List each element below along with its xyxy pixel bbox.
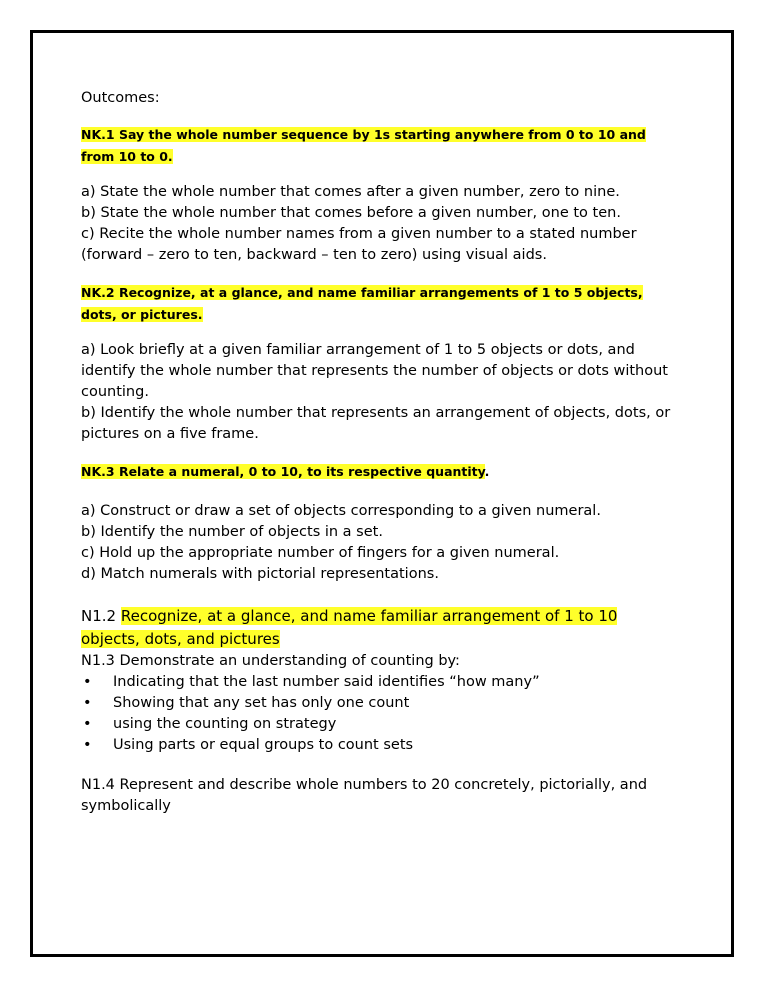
bullet-icon: •: [83, 674, 92, 690]
nk2-item-b: b) Identify the whole number that represents an arrangement of objects, dots, or pictures on a five frame.: [81, 405, 671, 442]
bullet-icon: •: [83, 737, 92, 753]
bullet-icon: •: [83, 716, 92, 732]
document-body: [81, 88, 681, 817]
list-item: [81, 714, 681, 735]
outcome-nk3-title: [81, 461, 681, 483]
outcome-nk1-title: [81, 124, 681, 168]
list-item: [81, 735, 681, 756]
highlight-n12: Recognize, at a glance, and name familiar arrangement of 1 to 10 objects, dots, and pictures: [81, 607, 618, 648]
n13-bullet-list: [81, 672, 681, 756]
nk1-item-c: c) Recite the whole number names from a given number to a stated number (forward – zero to ten, backward – ten to zero) using visual aids.: [81, 226, 637, 263]
n13-bullet-4: Using parts or equal groups to count sets: [113, 737, 414, 753]
list-item: [81, 693, 681, 714]
nk3-item-c: c) Hold up the appropriate number of fingers for a given numeral.: [81, 545, 560, 561]
outcomes-heading: Outcomes:: [81, 90, 160, 106]
outcome-n13-title: N1.3 Demonstrate an understanding of counting by:: [81, 653, 460, 669]
nk3-item-a: a) Construct or draw a set of objects corresponding to a given numeral.: [81, 503, 601, 519]
nk3-item-b: b) Identify the number of objects in a set.: [81, 524, 383, 540]
nk3-item-d: d) Match numerals with pictorial representations.: [81, 566, 439, 582]
highlight-nk3: NK.3 Relate a numeral, 0 to 10, to its respective quantity: [81, 464, 485, 479]
nk2-item-a: a) Look briefly at a given familiar arrangement of 1 to 5 objects or dots, and identify the whole number that represents the number of objects or dots without counting.: [81, 342, 668, 400]
n12-code: N1.2: [81, 607, 121, 625]
nk1-item-b: b) State the whole number that comes before a given number, one to ten.: [81, 205, 621, 221]
n13-bullet-2: Showing that any set has only one count: [113, 695, 410, 711]
outcome-n14-title: N1.4 Represent and describe whole numbers to 20 concretely, pictorially, and symbolically: [81, 777, 648, 814]
nk1-item-a: a) State the whole number that comes after a given number, zero to nine.: [81, 184, 620, 200]
nk3-title-suffix: .: [484, 464, 490, 479]
highlight-nk1: NK.1 Say the whole number sequence by 1s starting anywhere from 0 to 10 and from 10 to 0.: [81, 127, 646, 164]
outcome-n12: [81, 605, 681, 651]
n13-bullet-1: Indicating that the last number said identifies “how many”: [113, 674, 540, 690]
outcome-nk2-title: [81, 282, 681, 326]
n13-bullet-3: using the counting on strategy: [113, 716, 337, 732]
highlight-nk2: NK.2 Recognize, at a glance, and name familiar arrangements of 1 to 5 objects, dots, or pictures.: [81, 285, 643, 322]
bullet-icon: •: [83, 695, 92, 711]
list-item: [81, 672, 681, 693]
